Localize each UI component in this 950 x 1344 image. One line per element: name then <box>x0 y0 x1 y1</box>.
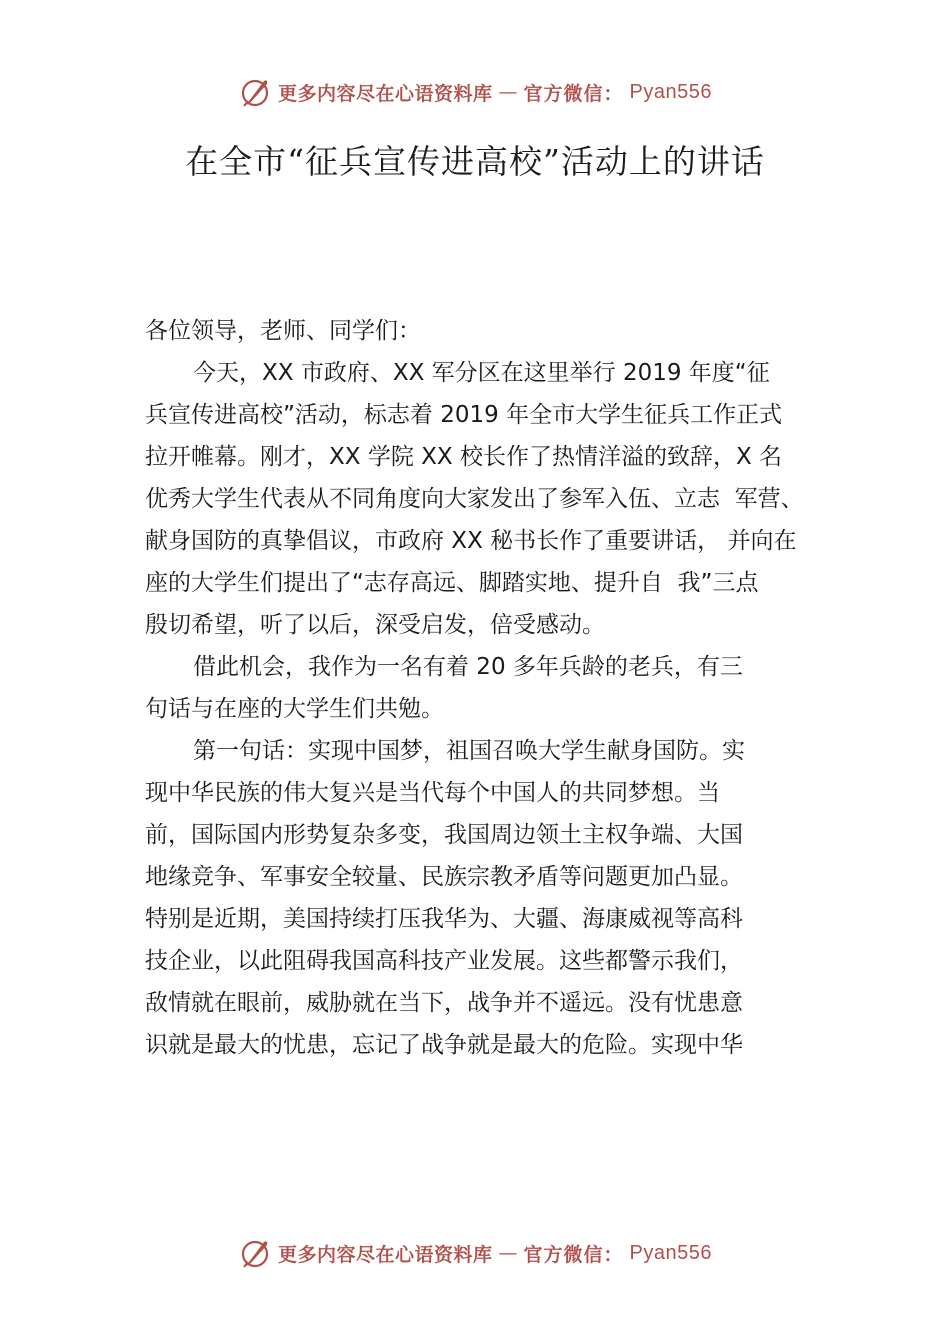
paragraph-line: 今天，XX 市政府、XX 军分区在这里举行 2019 年度“征 <box>193 360 770 386</box>
watermark-dash: — <box>498 81 518 103</box>
watermark-text: 更多内容尽在心语资料库 <box>278 1243 493 1266</box>
watermark-text: 更多内容尽在心语资料库 <box>278 82 493 105</box>
paragraph-line: 地缘竞争、军事安全较量、民族宗教矛盾等问题更加凸显。 <box>145 864 743 890</box>
paragraph-line: 句话与在座的大学生们共勉。 <box>145 696 444 722</box>
paragraph-line: 殷切希望，听了以后，深受启发，倍受感动。 <box>145 612 605 638</box>
salutation-text: 各位领导，老师、同学们： <box>145 318 421 344</box>
paragraph-line: 兵宣传进高校”活动，标志着 2019 年全市大学生征兵工作正式 <box>145 402 783 428</box>
paragraph-line: 识就是最大的忧患，忘记了战争就是最大的危险。实现中华 <box>145 1032 743 1058</box>
paragraph-3 <box>145 730 837 1066</box>
watermark-account-id: Pyan556 <box>629 80 712 103</box>
paragraph-line: 第一句话：实现中国梦，祖国召唤大学生献身国防。实 <box>193 738 745 764</box>
paragraph-line: 座的大学生们提出了“志存高远、脚踏实地、提升自 我”三点 <box>145 570 759 596</box>
paragraph-line: 敌情就在眼前，威胁就在当下，战争并不遥远。没有忧患意 <box>145 990 743 1016</box>
paragraph-line: 拉开帷幕。刚才，XX 学院 XX 校长作了热情洋溢的致辞，X 名 <box>145 444 783 470</box>
page-title: 在全市“征兵宣传进高校”活动上的讲话 <box>185 142 765 181</box>
paragraph-line: 技企业，以此阻碍我国高科技产业发展。这些都警示我们， <box>145 948 743 974</box>
quill-logo-icon <box>238 1236 272 1270</box>
document-body <box>145 310 837 1066</box>
watermark-account-label: 官方微信： <box>523 82 624 105</box>
paragraph-2 <box>145 646 837 730</box>
paragraph-line: 前，国际国内形势复杂多变，我国周边领土主权争端、大国 <box>145 822 743 848</box>
paragraph-line: 献身国防的真挚倡议，市政府 XX 秘书长作了重要讲话， 并向在 <box>145 528 797 554</box>
paragraph-line: 特别是近期，美国持续打压我华为、大疆、海康威视等高科 <box>145 906 743 932</box>
watermark-account-label: 官方微信： <box>523 1243 624 1266</box>
watermark-dash: — <box>498 1242 518 1264</box>
paragraph-line: 现中华民族的伟大复兴是当代每个中国人的共同梦想。当 <box>145 780 720 806</box>
paragraph-1 <box>145 352 837 646</box>
salutation <box>145 310 837 352</box>
watermark-account-id: Pyan556 <box>629 1241 712 1264</box>
header-watermark <box>0 72 950 112</box>
paragraph-line: 优秀大学生代表从不同角度向大家发出了参军入伍、立志 军营、 <box>145 486 804 512</box>
quill-logo-icon <box>238 75 272 109</box>
footer-watermark <box>0 1233 950 1273</box>
paragraph-line: 借此机会，我作为一名有着 20 多年兵龄的老兵，有三 <box>193 654 743 680</box>
